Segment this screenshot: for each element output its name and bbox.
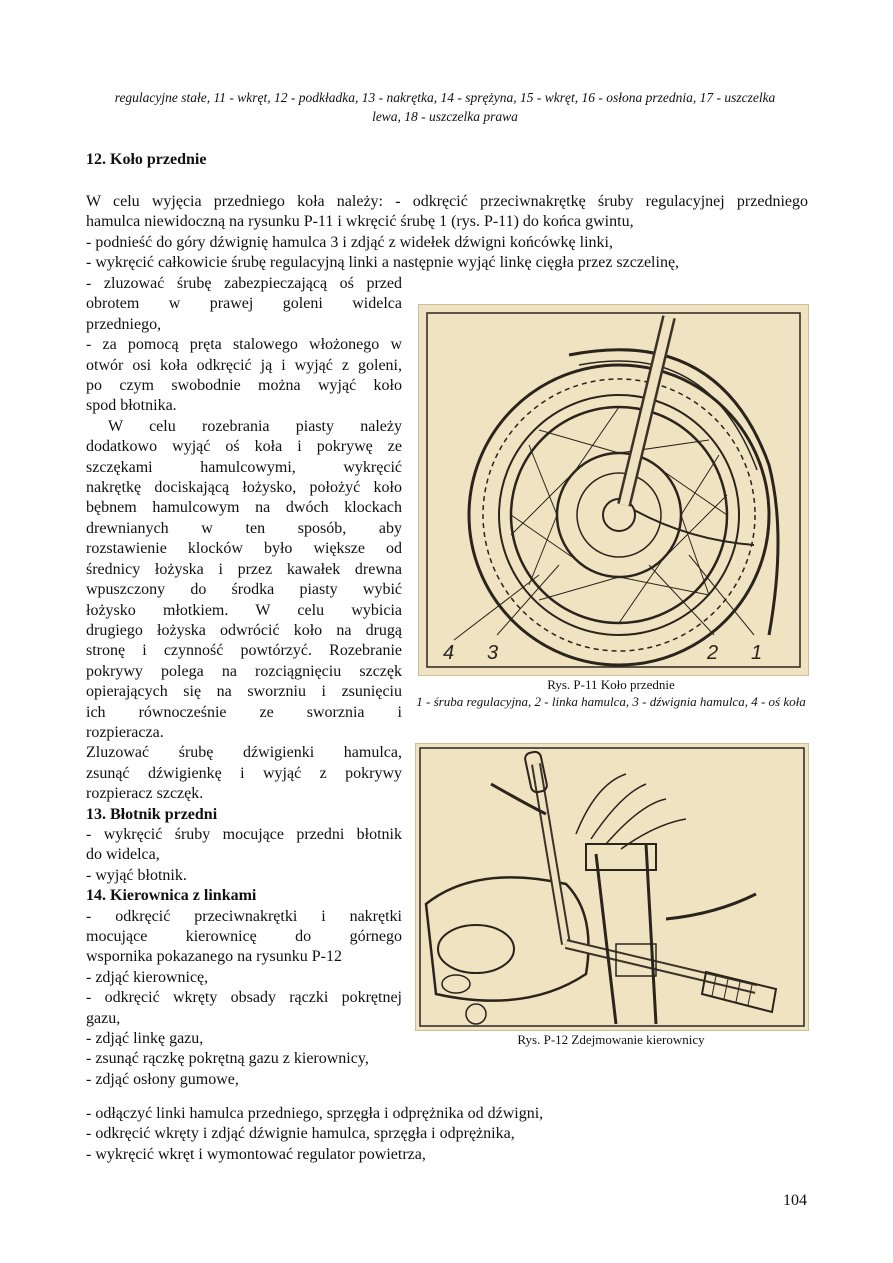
text-line: dodatkowo wyjąć oś koła i pokrywę ze xyxy=(86,438,402,456)
text-line: obrotem w prawej goleni widelca xyxy=(86,295,402,313)
text-line: otwór osi koła odkręcić ją i wyjąć z goleni, xyxy=(86,356,402,374)
figure-p11-title: Rys. P-11 Koło przednie xyxy=(547,677,675,692)
figure-handlebar xyxy=(415,743,809,1031)
left-column xyxy=(86,274,402,1090)
text-line: łożysko młotkiem. W celu wybicia xyxy=(86,601,402,619)
text-line: - odkręcić wkręty i zdjąć dźwignie hamulca, sprzęgła i odprężnika, xyxy=(86,1125,515,1143)
text-line: - zluzować śrubę zabezpieczającą oś przed xyxy=(86,275,402,292)
text-line: - odłączyć linki hamulca przedniego, sprzęgła i odprężnika od dźwigni, xyxy=(86,1105,544,1122)
figure-p11-legend: 1 - śruba regulacyjna, 2 - linka hamulca, 3 - dźwignia hamulca, 4 - oś koła xyxy=(416,694,806,709)
section-13-heading: 13. Błotnik przedni xyxy=(86,805,218,823)
text-line: - zdjąć linkę gazu, xyxy=(86,1030,204,1048)
text-line: opierających się na sworzniu i zsunięciu xyxy=(86,683,402,701)
text-line: - wyjąć błotnik. xyxy=(86,866,187,884)
section-14-full-lines xyxy=(86,1104,808,1165)
text-line: hamulca niewidoczną na rysunku P-11 i wkręcić śrubę 1 (rys. P-11) do końca gwintu, xyxy=(86,213,634,231)
text-line: - wykręcić śruby mocujące przedni błotnik xyxy=(86,825,402,843)
text-line: - zdjąć kierownicę, xyxy=(86,968,209,986)
label-4: 4 xyxy=(443,642,455,664)
text-line: szczękami hamulcowymi, wykręcić xyxy=(86,458,402,476)
text-line: gazu, xyxy=(86,1009,121,1027)
handlebar-drawing xyxy=(416,744,808,1030)
text-line: wspornika pokazanego na rysunku P-12 xyxy=(86,948,342,966)
text-line: zsunąć dźwigienkę i wyjąć z pokrywy xyxy=(86,764,402,782)
text-line: drugiego łożyska odwrócić koło na drugą xyxy=(86,621,402,639)
text-line: nakrętkę dociskającą łożysko, położyć koło xyxy=(86,479,402,497)
text-line: rozstawienie klocków było większe od xyxy=(86,540,402,558)
front-wheel-drawing xyxy=(419,305,808,675)
section-12-intro xyxy=(86,192,808,274)
figure-front-wheel xyxy=(418,304,809,676)
text-line: Zluzować śrubę dźwigienki hamulca, xyxy=(86,744,402,762)
label-3: 3 xyxy=(487,642,499,664)
text-line: rozpieracza. xyxy=(86,723,164,741)
figure-p12-caption: Rys. P-12 Zdejmowanie kierownicy xyxy=(517,1032,705,1047)
section-14-heading: 14. Kierownica z linkami xyxy=(86,887,257,905)
text-line: W celu wyjęcia przedniego koła należy: - odkręcić przeciwnakrętkę śruby regulacyjnej przedniego xyxy=(86,193,808,210)
label-2: 2 xyxy=(707,642,719,664)
text-line: średnicy łożyska i przez kawałek drewna xyxy=(86,560,402,578)
figure-p11-caption xyxy=(410,676,812,710)
text-line: drewnianych w ten sposób, aby xyxy=(86,519,402,537)
text-line: bębnem hamulcowym na dwóch klockach xyxy=(86,499,402,517)
text-line: - zdjąć osłony gumowe, xyxy=(86,1070,239,1088)
text-line: spod błotnika. xyxy=(86,397,177,415)
text-line: pokrywy polega na rozciągnięciu szczęk xyxy=(86,662,402,680)
text-line: stronę i czynność powtórzyć. Rozebranie xyxy=(86,642,402,660)
section-12-heading: 12. Koło przednie xyxy=(86,151,207,168)
text-line: przedniego, xyxy=(86,315,162,333)
text-line: - wykręcić wkręt i wymontować regulator powietrza, xyxy=(86,1145,426,1163)
label-1: 1 xyxy=(751,642,763,664)
text-line: W celu rozebrania piasty należy xyxy=(108,417,402,435)
text-line: - podnieść do góry dźwignię hamulca 3 i zdjąć z widełek dźwigni końcówkę linki, xyxy=(86,233,613,251)
text-line: - odkręcić wkręty obsady rączki pokrętnej xyxy=(86,989,402,1007)
text-line: ich równocześnie ze sworznia i xyxy=(86,703,402,721)
text-line: mocujące kierownicę do górnego xyxy=(86,928,402,945)
text-line: wpuszczony do środka piasty wybić xyxy=(86,581,402,599)
text-line: - wykręcić całkowicie śrubę regulacyjną linki a następnie wyjąć linkę cięgła przez szczelinę, xyxy=(86,254,680,272)
text-line: po czym swobodnie można wyjąć koło xyxy=(86,377,402,395)
page-number: 104 xyxy=(783,1192,807,1209)
text-line: - odkręcić przeciwnakrętki i nakrętki xyxy=(86,907,402,925)
top-caption: regulacyjne stałe, 11 - wkręt, 12 - podkładka, 13 - nakrętka, 14 - sprężyna, 15 - wkręt, 16 - osłona przednia, 17 - uszczelka lewa, 18 - uszczelka prawa xyxy=(114,90,776,124)
text-line: - za pomocą pręta stalowego włożonego w xyxy=(86,336,402,354)
text-line: rozpieracz szczęk. xyxy=(86,785,204,803)
text-line: - zsunąć rączkę pokrętną gazu z kierownicy, xyxy=(86,1050,369,1068)
text-line: do widelca, xyxy=(86,846,160,864)
